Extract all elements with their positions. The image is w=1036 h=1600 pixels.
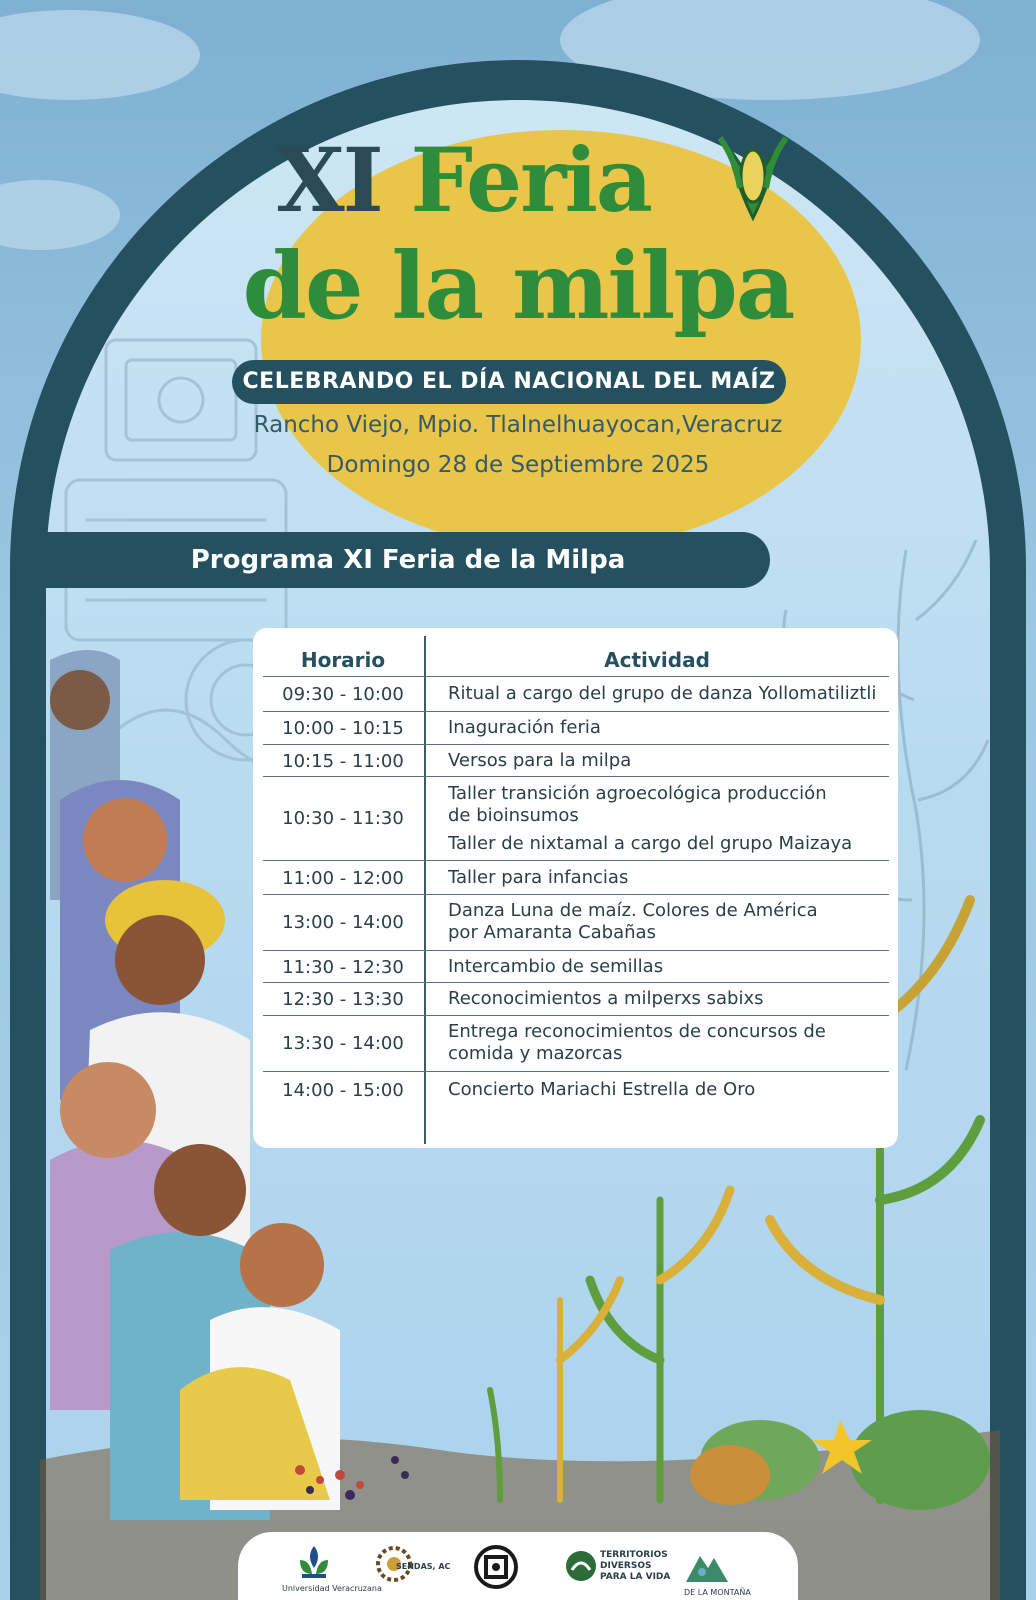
territorios-logo bbox=[564, 1542, 598, 1592]
row-time: 11:00 - 12:00 bbox=[282, 868, 404, 889]
montana-logo bbox=[682, 1542, 732, 1592]
header-horario: Horario bbox=[300, 648, 386, 672]
sun-glyph-icon bbox=[472, 1542, 520, 1592]
schedule-table bbox=[253, 628, 898, 1148]
title-line-1 bbox=[0, 128, 1036, 232]
table-row bbox=[263, 951, 889, 983]
row-time: 13:00 - 14:00 bbox=[282, 912, 404, 933]
header-actividad: Actividad bbox=[604, 648, 710, 672]
row-activity-line: de bioinsumos bbox=[448, 805, 579, 826]
row-time: 09:30 - 10:00 bbox=[282, 684, 404, 705]
logo-territorios-1: TERRITORIOS bbox=[600, 1550, 668, 1560]
row-activity-line: Danza Luna de maíz. Colores de América bbox=[448, 900, 818, 921]
table-row bbox=[263, 861, 889, 895]
logo-sendas-caption: SENDAS, AC bbox=[396, 1562, 451, 1571]
date-text: Domingo 28 de Septiembre 2025 bbox=[326, 452, 710, 478]
sponsor-logos bbox=[238, 1532, 798, 1600]
row-activity: Reconocimientos a milperxs sabixs bbox=[448, 988, 764, 1009]
table-row bbox=[263, 1016, 889, 1072]
row-time: 12:30 - 13:30 bbox=[282, 989, 404, 1010]
table-row bbox=[263, 745, 889, 777]
row-activity: Versos para la milpa bbox=[448, 750, 632, 771]
row-time: 14:00 - 15:00 bbox=[282, 1080, 404, 1101]
row-time: 11:30 - 12:30 bbox=[282, 957, 404, 978]
title-feria: Feria bbox=[410, 128, 651, 232]
row-activity-line: comida y mazorcas bbox=[448, 1043, 623, 1064]
subtitle-banner: CELEBRANDO EL DÍA NACIONAL DEL MAÍZ bbox=[232, 360, 786, 404]
row-time: 10:30 - 11:30 bbox=[282, 808, 404, 829]
row-time: 13:30 - 14:00 bbox=[282, 1033, 404, 1054]
program-title: Programa XI Feria de la Milpa bbox=[46, 532, 770, 588]
row-activity-line: Taller de nixtamal a cargo del grupo Maizaya bbox=[448, 833, 853, 854]
row-activity: Inaguración feria bbox=[448, 717, 601, 738]
corn-icon bbox=[718, 128, 788, 228]
row-activity: Taller para infancias bbox=[448, 867, 629, 888]
location-text: Rancho Viejo, Mpio. Tlalnelhuayocan,Veracruz bbox=[253, 412, 783, 438]
table-row bbox=[263, 712, 889, 745]
logo-territorios-3: PARA LA VIDA bbox=[600, 1572, 671, 1582]
logo-territorios-2: DIVERSOS bbox=[600, 1561, 652, 1571]
row-activity-line: por Amaranta Cabañas bbox=[448, 922, 656, 943]
logo-uv-caption: Universidad Veracruzana bbox=[282, 1584, 382, 1593]
row-activity: Ritual a cargo del grupo de danza Yollomatiliztli bbox=[448, 683, 877, 704]
title-line-2: de la milpa bbox=[242, 232, 794, 340]
row-time: 10:00 - 10:15 bbox=[282, 718, 404, 739]
table-row bbox=[263, 895, 889, 951]
table-row bbox=[263, 983, 889, 1016]
row-activity: Intercambio de semillas bbox=[448, 956, 664, 977]
table-row bbox=[263, 1072, 889, 1116]
cloud bbox=[0, 10, 200, 100]
row-activity: Concierto Mariachi Estrella de Oro bbox=[448, 1079, 756, 1100]
row-time: 10:15 - 11:00 bbox=[282, 751, 404, 772]
logo-montana-caption: DE LA MONTAÑA bbox=[684, 1588, 751, 1597]
table-row bbox=[263, 777, 889, 861]
row-activity-line: Entrega reconocimientos de concursos de bbox=[448, 1021, 826, 1042]
row-activity-line: Taller transición agroecológica producción bbox=[448, 783, 827, 804]
table-row bbox=[263, 676, 889, 712]
title-xi: XI bbox=[276, 128, 382, 232]
